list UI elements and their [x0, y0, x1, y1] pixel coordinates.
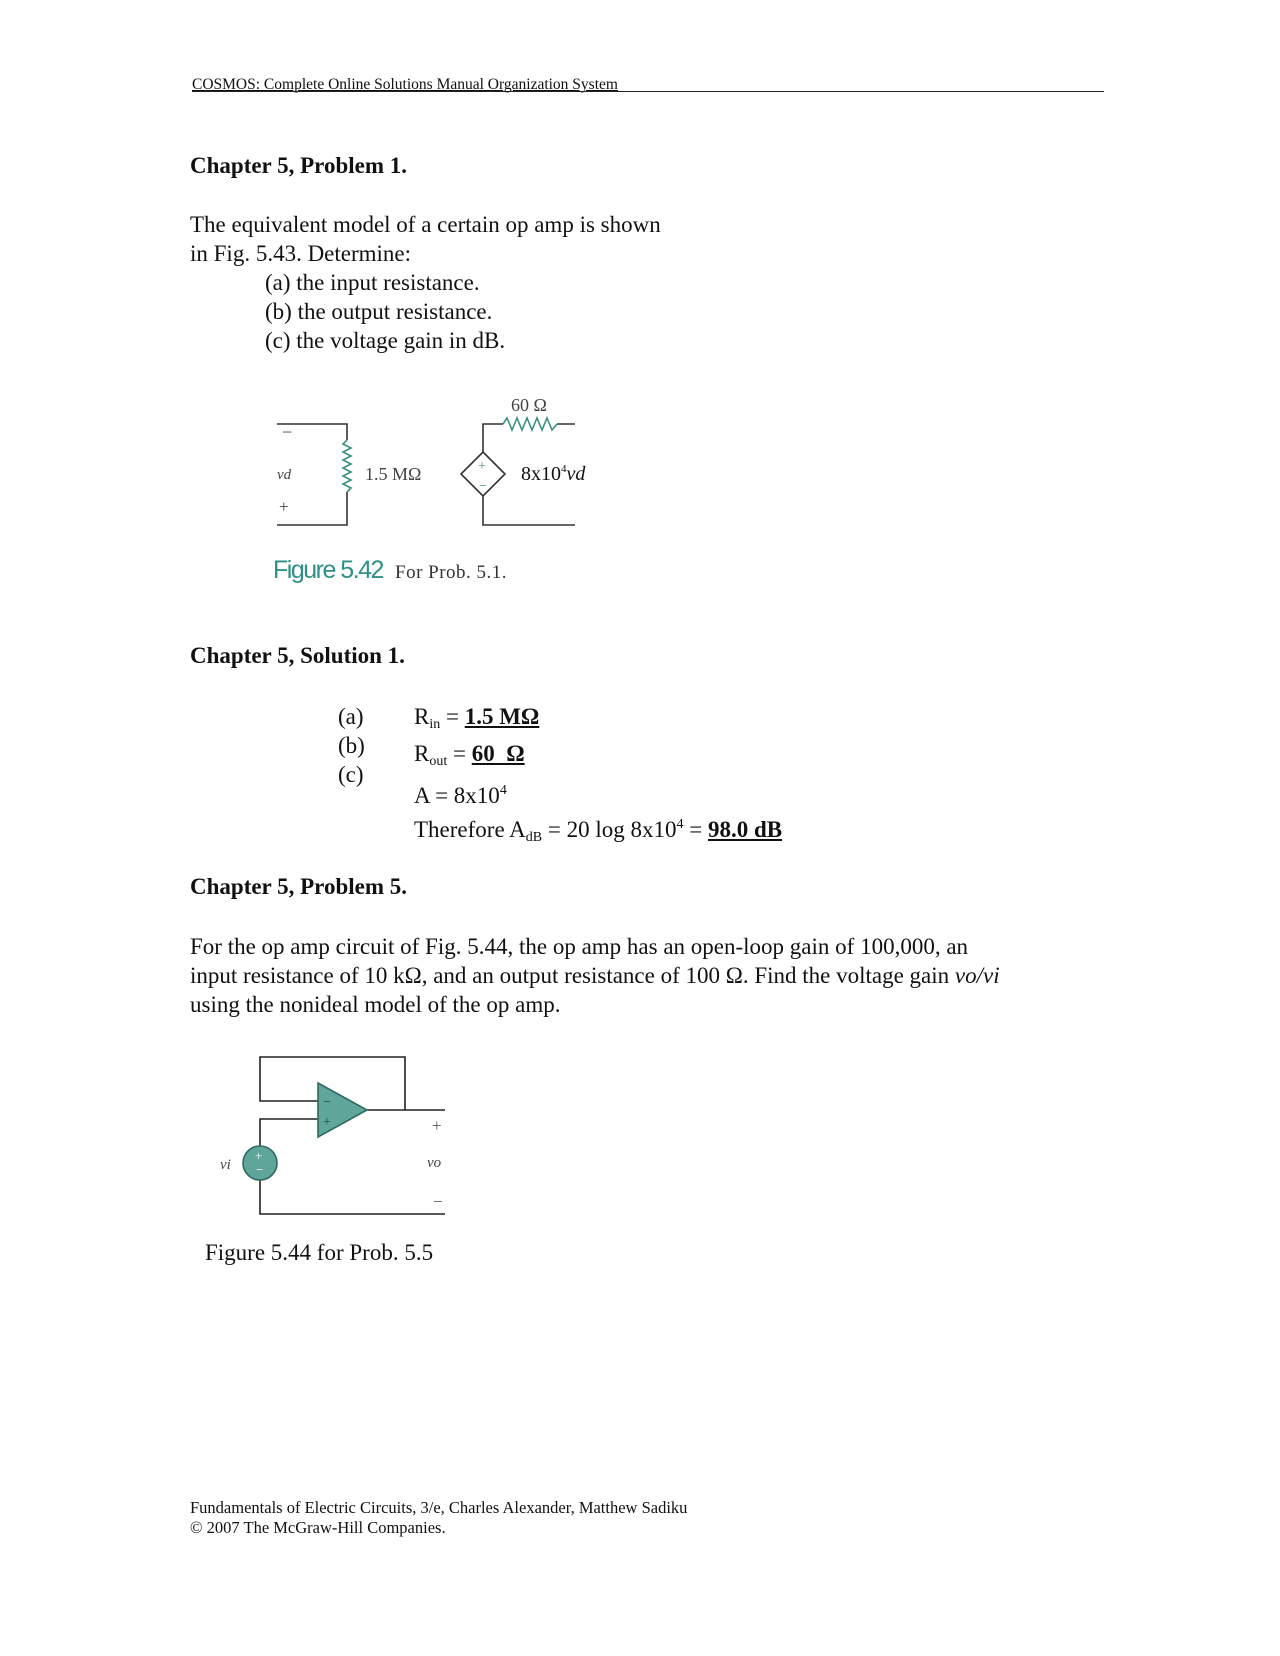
vi-label: vi — [220, 1157, 231, 1173]
figure-544-circuit — [205, 1045, 465, 1225]
problem1-intro-line1: The equivalent model of a certain op amp is shown — [190, 212, 661, 237]
answer-a: $R_{in} = 1.5$ MΩ — [414, 704, 540, 732]
vo-label: vo — [427, 1155, 442, 1171]
problem5-text — [190, 932, 1000, 1019]
op-amp-plus: + — [323, 1115, 331, 1130]
answer-c: $A = 8x10^4$ — [414, 783, 507, 808]
source-minus: − — [479, 479, 487, 494]
problem1-item-b: (b) the output resistance. — [265, 299, 493, 324]
page-header: COSMOS: Complete Online Solutions Manual Organization System — [192, 76, 618, 93]
problem5-line2: input resistance of 10 kΩ, and an output resistance of 100 Ω. Find the voltage gain vo/vi — [190, 963, 1000, 988]
circuit-wiring — [260, 1057, 445, 1214]
figure542-caption-label: Figure 5.42 — [273, 556, 383, 584]
problem1-intro — [190, 210, 661, 355]
problem1-intro-line2: in Fig. 5.43. Determine: — [190, 241, 412, 266]
vd-plus: + — [279, 497, 289, 516]
solution-label-b: (b) — [338, 733, 365, 758]
footer-book-title: Fundamentals of Electric Circuits, 3/e, Charles Alexander, Matthew Sadiku — [190, 1498, 688, 1517]
output-resistor — [503, 418, 557, 430]
figure-542-circuit — [255, 380, 615, 540]
vi-source-plus: + — [255, 1148, 263, 1163]
figure544-caption: Figure 5.44 for Prob. 5.5 — [205, 1240, 434, 1265]
problem5-line1: For the op amp circuit of Fig. 5.44, the op amp has an open-loop gain of 100,000, an — [190, 934, 969, 959]
solution1-heading: Chapter 5, Solution 1. — [190, 643, 405, 668]
input-resistor — [343, 440, 351, 492]
problem1-item-c: (c) the voltage gain in dB. — [265, 328, 506, 353]
solution-label-c: (c) — [338, 762, 364, 787]
r-out-label: 60 Ω — [511, 395, 547, 415]
r-in-label: 1.5 MΩ — [365, 464, 422, 484]
answer-d: Therefore $A_{dB} = 20$ $\log 8x10^4 = 98.0$ dB — [414, 817, 783, 845]
figure542-caption-text: For Prob. 5.1. — [395, 562, 508, 583]
source-plus: + — [478, 459, 486, 474]
answer-b: $R_{out} = 60$ Ω — [414, 741, 525, 769]
solution1-labels — [338, 702, 365, 789]
problem5-line3: using the nonideal model of the op amp. — [190, 992, 561, 1017]
solution1-answers — [414, 702, 782, 852]
vi-source-minus: − — [256, 1162, 264, 1177]
problem5-heading: Chapter 5, Problem 5. — [190, 874, 407, 899]
source-gain-label: $8x10^4vd$ — [521, 463, 586, 485]
footer-copyright: © 2007 The McGraw-Hill Companies. — [190, 1518, 446, 1537]
problem1-item-a: (a) the input resistance. — [265, 270, 480, 295]
problem1-heading: Chapter 5, Problem 1. — [190, 153, 407, 178]
vd-label: vd — [277, 467, 292, 483]
header-rule — [192, 91, 1104, 92]
vo-minus: − — [433, 1192, 443, 1211]
vd-minus: − — [282, 422, 293, 442]
solution-label-a: (a) — [338, 704, 364, 729]
vo-plus: + — [432, 1116, 442, 1135]
op-amp-minus: − — [323, 1095, 331, 1110]
